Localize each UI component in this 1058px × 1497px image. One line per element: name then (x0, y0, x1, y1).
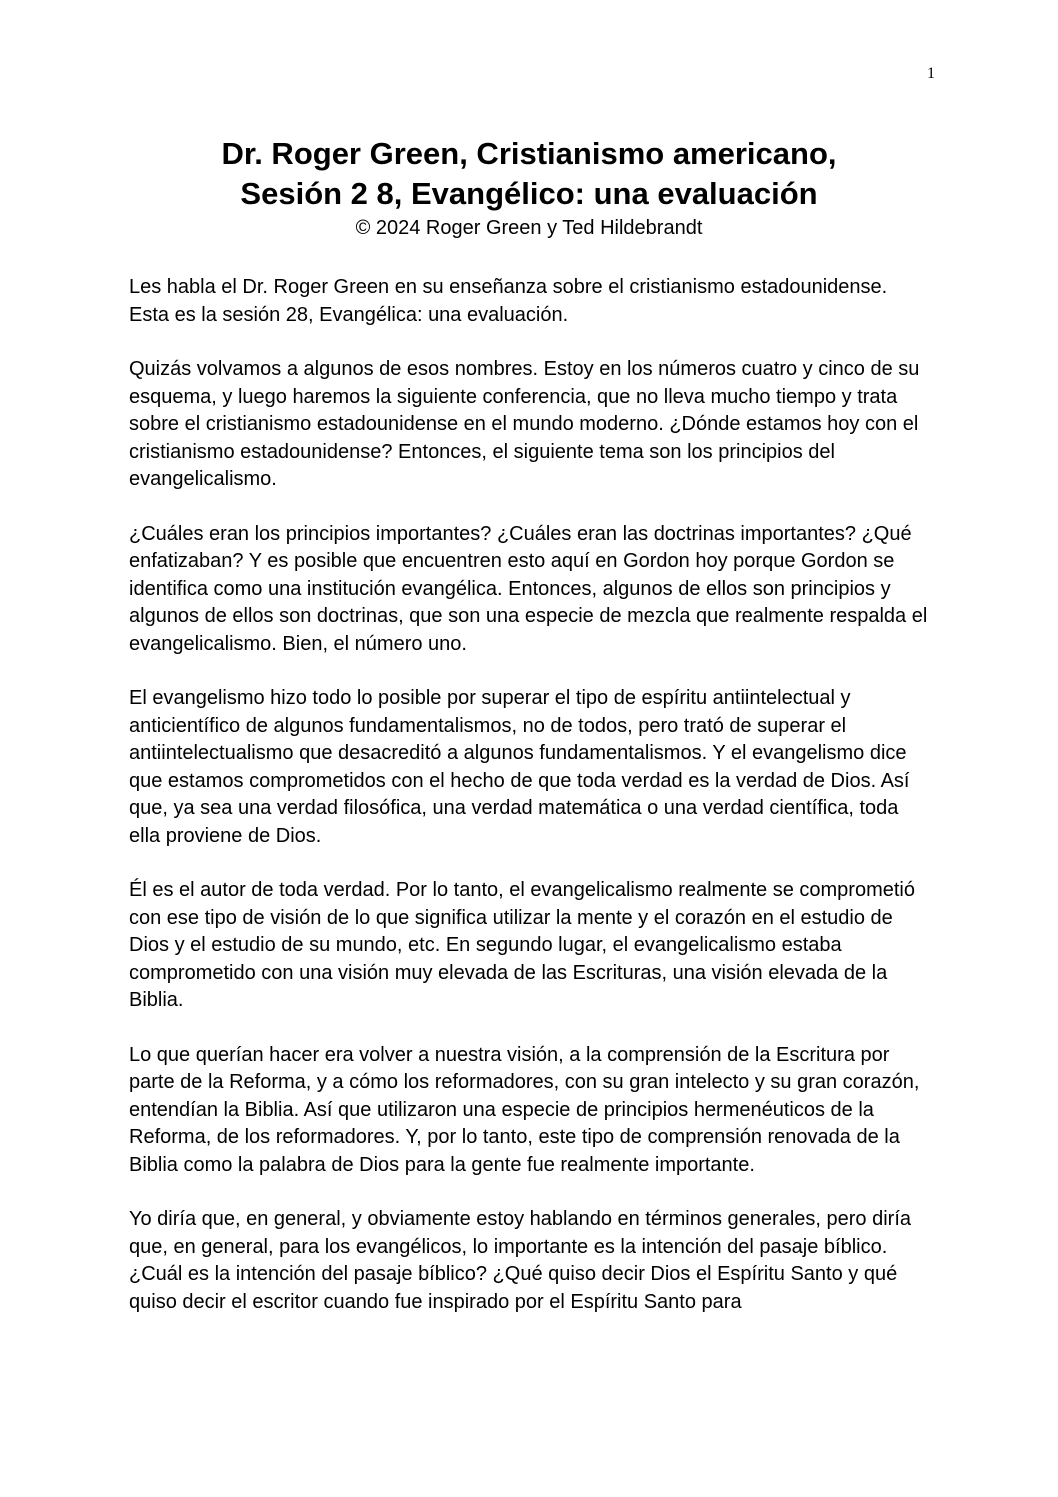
paragraph-3: ¿Cuáles eran los principios importantes? ¿Cuáles eran las doctrinas importantes? ¿Qué enfatizaban? Y es posible que encuentren esto aquí en Gordon hoy porque Gordon se identifica como una institución evangélica. Entonces, algunos de ellos son principios y algunos de ellos son doctrinas, que son una especie de mezcla que realmente respalda el evangelicalismo. Bien, el número uno. (129, 522, 928, 655)
document-header (0, 134, 1058, 241)
copyright-line: © 2024 Roger Green y Ted Hildebrandt (355, 217, 703, 239)
title-line-2: Sesión 2 8, Evangélico: una evaluación (240, 176, 818, 211)
page-number: 1 (927, 65, 935, 82)
title-line-1: Dr. Roger Green, Cristianismo americano, (221, 136, 837, 171)
paragraph-2: Quizás volvamos a algunos de esos nombres. Estoy en los números cuatro y cinco de su esquema, y luego haremos la siguiente conferencia, que no lleva mucho tiempo y trata sobre el cristianismo estadounidense en el mundo moderno. ¿Dónde estamos hoy con el cristianismo estadounidense? Entonces, el siguiente tema son los principios del evangelicalismo. (129, 358, 920, 490)
paragraph-6: Lo que querían hacer era volver a nuestra visión, a la comprensión de la Escritura por parte de la Reforma, y a cómo los reformadores, con su gran intelecto y su gran corazón, entendían la Biblia. Así que utilizaron una especie de principios hermenéuticos de la Reforma, de los reformadores. Y, por lo tanto, este tipo de comprensión renovada de la Biblia como la palabra de Dios para la gente fue realmente importante. (129, 1043, 920, 1176)
paragraph-4: El evangelismo hizo todo lo posible por superar el tipo de espíritu antiintelectual y anticientífico de algunos fundamentalismos, no de todos, pero trató de superar el antiintelectualismo que desacreditó a algunos fundamentalismos. Y el evangelismo dice que estamos comprometidos con el hecho de que toda verdad es la verdad de Dios. Así que, ya sea una verdad filosófica, una verdad matemática o una verdad científica, toda ella proviene de Dios. (129, 687, 910, 847)
paragraph-5: Él es el autor de toda verdad. Por lo tanto, el evangelicalismo realmente se comprometió con ese tipo de visión de lo que significa utilizar la mente y el corazón en el estudio de Dios y el estudio de su mundo, etc. En segundo lugar, el evangelicalismo estaba comprometido con una visión muy elevada de las Escrituras, una visión elevada de la Biblia. (129, 879, 915, 1011)
paragraph-7: Yo diría que, en general, y obviamente estoy hablando en términos generales, pero diría que, en general, para los evangélicos, lo importante es la intención del pasaje bíblico. ¿Cuál es la intención del pasaje bíblico? ¿Qué quiso decir Dios el Espíritu Santo y qué quiso decir el escritor cuando fue inspirado por el Espíritu Santo para (129, 1208, 911, 1313)
document-body (129, 274, 929, 1343)
paragraph-1: Les habla el Dr. Roger Green en su enseñanza sobre el cristianismo estadounidense. Esta es la sesión 28, Evangélica: una evaluación. (129, 276, 888, 326)
